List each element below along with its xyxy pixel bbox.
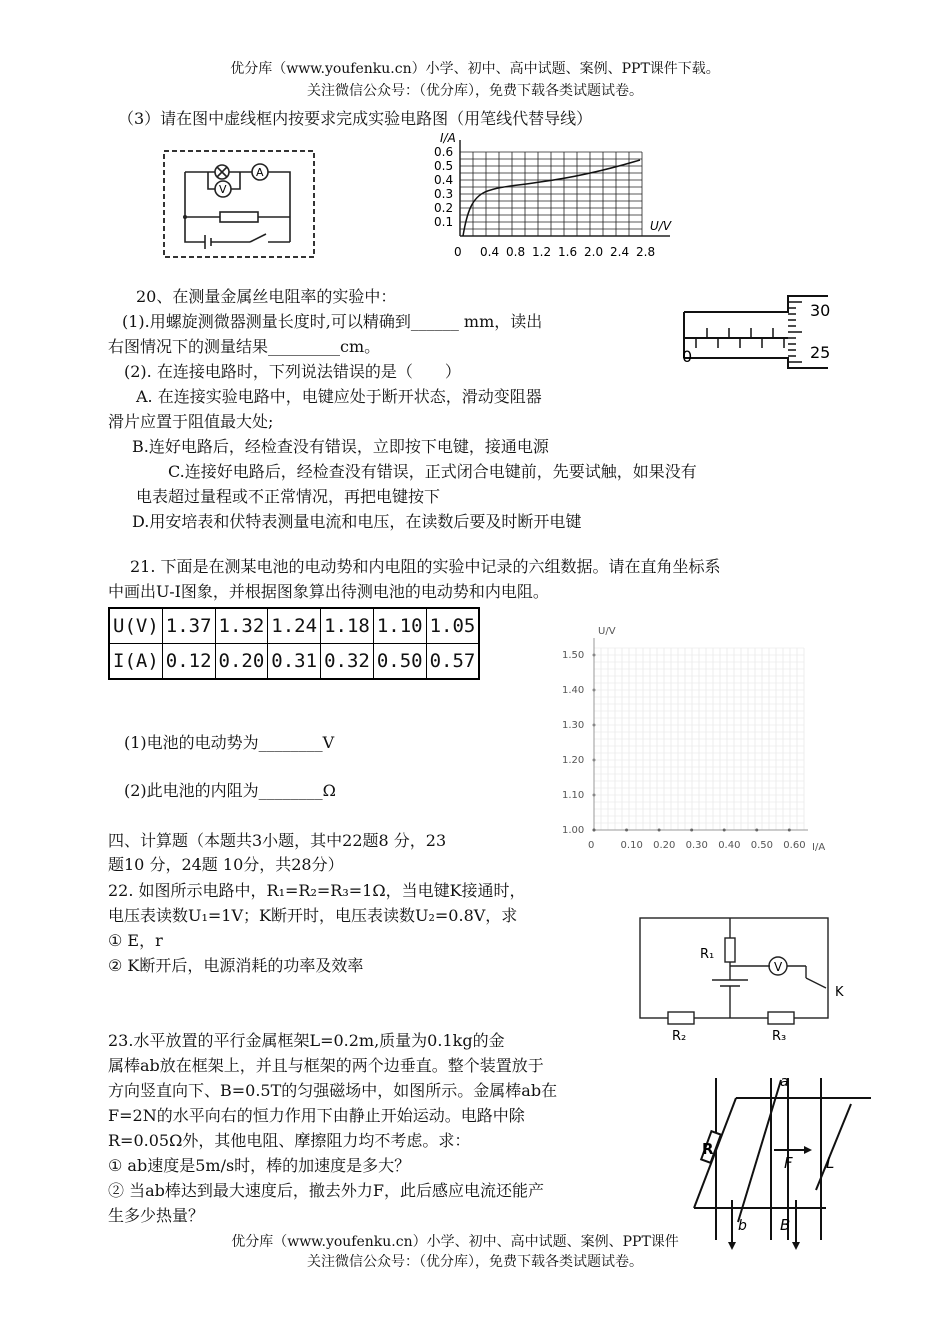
r2-symbol [668, 1012, 694, 1024]
grid-ytick: 1.50 [562, 650, 585, 661]
micrometer-top-label: 30 [810, 301, 831, 320]
q20-title: 20、在测量金属丝电阻率的实验中： [136, 287, 397, 306]
q20-option-a-1: A. 在连接实验电路中，电键应处于断开状态，滑动变阻器 [136, 387, 542, 406]
table-cell: 0.50 [373, 644, 426, 680]
q21-line-1: 21. 下面是在测某电池的电动势和内电阻的实验中记录的六组数据。请在直角坐标系 [130, 557, 721, 576]
section4-line-1: 四、计算题（本题共3小题，其中22题8 分，23 [108, 831, 447, 850]
grid-ytick: 1.20 [562, 755, 585, 766]
q23-line-4: F=2N的水平向右的恒力作用下由静止开始运动。电路中除 [108, 1106, 525, 1125]
q19-iu-graph [430, 132, 690, 262]
grid-dot [593, 724, 596, 727]
graph-xlabel: U/V [650, 219, 672, 233]
q23-line-2: 属棒ab放在框架上，并且与框架的两个边垂直。整个装置放于 [108, 1056, 544, 1075]
graph-xtick: 0.8 [506, 245, 526, 259]
grid-xlabel: I/A [812, 842, 826, 853]
q20-option-c-1: C.连接好电路后，经检查没有错误，正式闭合电键前，先要试触，如果没有 [168, 462, 697, 481]
grid-dot [690, 829, 693, 832]
graph-ytick: 0.1 [434, 215, 454, 229]
switch-k-symbol [806, 978, 826, 988]
table-cell: 0.12 [162, 644, 215, 680]
q20-option-d: D.用安培表和伏特表测量电流和电压，在读数后要及时断开电键 [132, 512, 582, 531]
q22-item-2: ② K断开后，电源消耗的功率及效率 [108, 956, 364, 975]
graph-ylabel: I/A [440, 132, 456, 145]
q23-rail-figure [676, 1070, 881, 1254]
footer-line-1: 优分库（www.youfenku.cn）小学、初中、高中试题、案例、PPT课件 [231, 1234, 679, 1250]
graph-xtick: 2.4 [610, 245, 630, 259]
label-b-field: B [780, 1216, 791, 1234]
label-b: b [738, 1218, 747, 1234]
graph-xtick: 1.2 [532, 245, 552, 259]
grid-dot [788, 829, 791, 832]
label-r: R [702, 1140, 714, 1158]
grid-dot [593, 689, 596, 692]
q22-circuit-diagram [630, 908, 870, 1048]
table-cell: 0.57 [426, 644, 479, 680]
r1-symbol [725, 938, 735, 962]
q19-circuit-diagram [160, 147, 320, 262]
q23-item-2b: 生多少热量？ [108, 1206, 205, 1225]
micrometer-zero: 0 [682, 347, 693, 366]
grid-dot [593, 759, 596, 762]
ui-data-table [108, 607, 480, 680]
graph-ytick: 0.4 [434, 173, 454, 187]
q21-answer-2: (2)此电池的内阻为________Ω [124, 781, 336, 800]
grid-ylabel: U/V [598, 626, 616, 637]
table-cell: 1.32 [215, 608, 268, 644]
grid-dot [755, 829, 758, 832]
table-cell: 0.31 [268, 644, 321, 680]
grid-dot [723, 829, 726, 832]
micrometer-figure [676, 288, 836, 372]
table-cell: 1.24 [268, 608, 321, 644]
grid-xtick: 0 [588, 840, 595, 851]
table-cell: 1.37 [162, 608, 215, 644]
q23-item-2a: ② 当ab棒达到最大速度后，撤去外力F，此后感应电流还能产 [108, 1181, 544, 1200]
grid-xtick: 0.40 [718, 840, 741, 851]
section4-line-2: 题10 分，24题 10分，共28分） [108, 855, 344, 874]
graph-xtick: 1.6 [558, 245, 578, 259]
grid-ytick: 1.00 [562, 825, 585, 836]
switch-symbol [250, 234, 266, 242]
graph-ytick: 0.3 [434, 187, 454, 201]
q22-line-1: 22. 如图所示电路中，R₁=R₂=R₃=1Ω，当电键K接通时， [108, 881, 526, 900]
grid-dot [658, 829, 661, 832]
ammeter-label: A [256, 166, 264, 179]
q20-option-b: B.连好电路后，经检查没有错误，立即按下电键，接通电源 [132, 437, 549, 456]
q20-p1b: 右图情况下的测量结果_________cm。 [108, 337, 381, 356]
grid-xtick: 0.60 [783, 840, 806, 851]
k-label: K [835, 985, 844, 1000]
q21-ui-grid [560, 622, 840, 858]
r1-label: R₁ [700, 947, 715, 962]
grid-ytick: 1.40 [562, 685, 585, 696]
grid-xtick: 0.10 [620, 840, 643, 851]
q22-item-1: ① E，r [108, 931, 163, 950]
grid-dot [593, 794, 596, 797]
label-l: L [826, 1154, 835, 1172]
r3-symbol [768, 1012, 794, 1024]
graph-ytick: 0.5 [434, 159, 454, 173]
iu-curve [463, 160, 640, 236]
voltmeter-label: V [774, 960, 783, 974]
header-line-1: 优分库（www.youfenku.cn）小学、初中、高中试题、案例、PPT课件下载。 [230, 61, 720, 77]
grid-ytick: 1.10 [562, 790, 585, 801]
graph-xtick: 2.8 [636, 245, 656, 259]
q23-line-3: 方向竖直向下、B=0.5T的匀强磁场中，如图所示。金属棒ab在 [108, 1081, 558, 1100]
graph-ytick: 0.6 [434, 145, 454, 159]
table-cell: 0.32 [321, 644, 374, 680]
graph-xtick: 0.4 [480, 245, 500, 259]
q19-part3: （3）请在图中虚线框内按要求完成实验电路图（用笔线代替导线） [118, 109, 593, 128]
grid-dot [593, 654, 596, 657]
micrometer-bottom-label: 25 [810, 343, 831, 362]
dashed-frame [164, 151, 314, 257]
rheostat-symbol [220, 212, 258, 222]
table-cell: 1.05 [426, 608, 479, 644]
grid-ytick: 1.30 [562, 720, 585, 731]
table-cell: 1.10 [373, 608, 426, 644]
q20-p1a: (1).用螺旋测微器测量长度时,可以精确到______ mm，读出 [122, 312, 543, 331]
label-f: F [784, 1154, 793, 1172]
footer-line-2: 关注微信公众号：（优分库），免费下载各类试题试卷。 [307, 1254, 643, 1270]
q20-option-a-2: 滑片应置于阻值最大处; [108, 412, 274, 431]
q22-line-2: 电压表读数U₁=1V；K断开时，电压表读数U₂=0.8V，求 [108, 906, 518, 925]
voltmeter-label: V [219, 183, 227, 196]
r2-label: R₂ [672, 1029, 687, 1044]
grid-dot [593, 829, 596, 832]
table-cell-label: I(A) [109, 644, 162, 680]
table-cell: 0.20 [215, 644, 268, 680]
grid-xtick: 0.20 [653, 840, 676, 851]
table-row-voltage [109, 608, 479, 644]
r3-label: R₃ [772, 1029, 787, 1044]
table-cell-label: U(V) [109, 608, 162, 644]
label-a: a [780, 1074, 789, 1090]
q21-line-2: 中画出U-I图象，并根据图象算出待测电池的电动势和内电阻。 [108, 582, 549, 601]
grid-xtick: 0.50 [750, 840, 774, 851]
q23-line-1: 23.水平放置的平行金属框架L=0.2m,质量为0.1kg的金 [108, 1031, 505, 1050]
q23-line-5: R=0.05Ω外，其他电阻、摩擦阻力均不考虑。求： [108, 1131, 471, 1150]
graph-xtick: 2.0 [584, 245, 604, 259]
table-row-current [109, 644, 479, 680]
q23-item-1: ① ab速度是5m/s时，棒的加速度是多大？ [108, 1156, 411, 1175]
q20-option-c-2: 电表超过量程或不正常情况，再把电键按下 [136, 487, 441, 506]
graph-ytick: 0.2 [434, 201, 454, 215]
grid-xtick: 0.30 [685, 840, 708, 851]
header-line-2: 关注微信公众号：（优分库），免费下载各类试题试卷。 [307, 83, 643, 99]
graph-xtick: 0 [454, 245, 462, 259]
q21-answer-1: (1)电池的电动势为________V [124, 733, 335, 752]
table-cell: 1.18 [321, 608, 374, 644]
q20-p2: (2). 在连接电路时，下列说法错误的是（ ） [124, 362, 461, 381]
grid-dot [625, 829, 628, 832]
